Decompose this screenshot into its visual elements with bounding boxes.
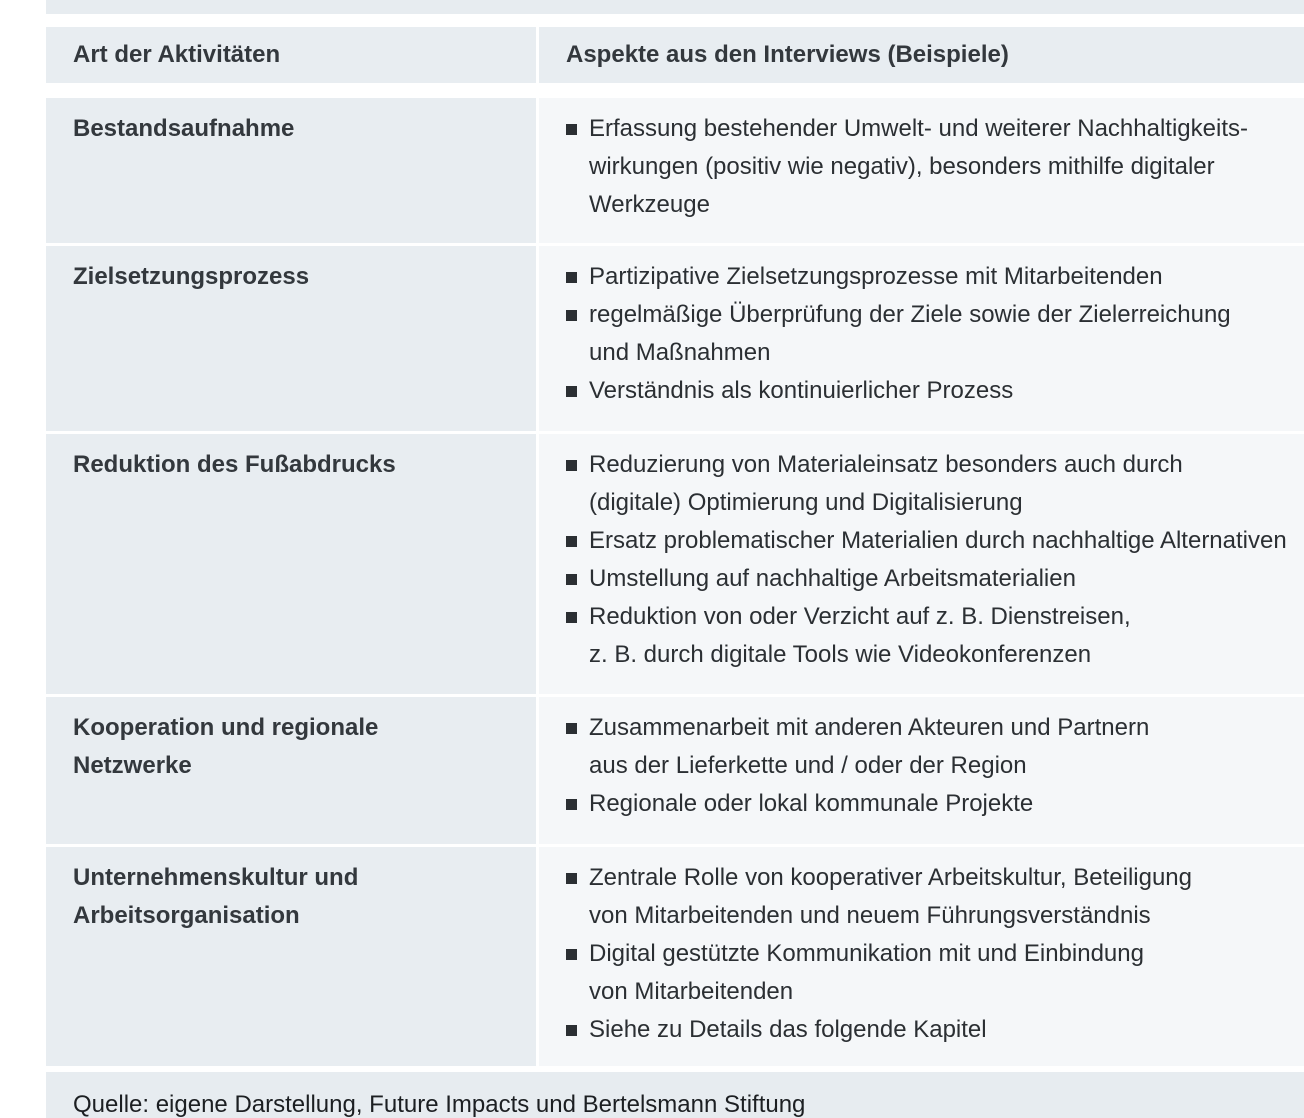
activity-type-cell: Reduktion des Fußabdrucks [46,434,536,694]
header-gap [46,83,1304,98]
table-row [46,434,1304,694]
bullet-text: Siehe zu Details das folgende Kapitel [589,1016,987,1043]
bullet-text: Partizipative Zielsetzungsprozesse mit Mitarbeitenden [589,263,1163,290]
bullet-item [566,446,1304,522]
bullet-text: Zusammenarbeit mit anderen Akteuren und Partnern aus der Lieferkette und / oder der Region [589,714,1150,779]
bullet-item [566,560,1304,598]
square-bullet-icon [566,386,577,397]
bullet-text: Zentrale Rolle von kooperativer Arbeitskultur, Beteiligung von Mitarbeitenden und neuem Führungsverständnis [589,864,1192,929]
interview-aspects-cell [539,434,1304,694]
table-row [46,98,1304,243]
bullet-text: Reduzierung von Materialeinsatz besonders auch durch (digitale) Optimierung und Digitalisierung [589,451,1183,516]
table-body [46,98,1304,1066]
bullet-text: Digital gestützte Kommunikation mit und Einbindung von Mitarbeitenden [589,940,1144,1005]
bullet-item [566,859,1304,935]
square-bullet-icon [566,310,577,321]
bullet-item [566,598,1304,674]
square-bullet-icon [566,949,577,960]
interview-aspects-cell [539,697,1304,844]
bullet-item [566,709,1304,785]
square-bullet-icon [566,272,577,283]
bullet-item [566,296,1304,372]
interview-aspects-cell [539,98,1304,243]
bullet-item [566,522,1304,560]
bullet-text: Reduktion von oder Verzicht auf z. B. Dienstreisen, z. B. durch digitale Tools wie Videokonferenzen [589,603,1131,668]
interview-aspects-cell [539,246,1304,431]
square-bullet-icon [566,1025,577,1036]
bullet-item [566,935,1304,1011]
top-band [46,0,1304,14]
bullet-item [566,372,1304,410]
header-activity-type: Art der Aktivitäten [46,27,536,83]
square-bullet-icon [566,536,577,547]
activities-table [46,27,1304,1069]
bullet-text: Ersatz problematischer Materialien durch nachhaltige Alternativen [589,527,1287,554]
activity-type-cell: Kooperation und regionale Netzwerke [46,697,536,844]
bullet-text: Umstellung auf nachhaltige Arbeitsmaterialien [589,565,1076,592]
activity-type-cell: Bestandsaufnahme [46,98,536,243]
table-row [46,697,1304,844]
bullet-text: regelmäßige Überprüfung der Ziele sowie der Zielerreichung und Maßnahmen [589,301,1231,366]
table-header [46,27,1304,83]
table-row [46,246,1304,431]
square-bullet-icon [566,799,577,810]
square-bullet-icon [566,873,577,884]
bullet-text: Verständnis als kontinuierlicher Prozess [589,377,1014,404]
activity-type-cell: Zielsetzungsprozess [46,246,536,431]
square-bullet-icon [566,124,577,135]
source-note: Quelle: eigene Darstellung, Future Impacts und Bertelsmann Stiftung [46,1072,1304,1118]
square-bullet-icon [566,612,577,623]
square-bullet-icon [566,574,577,585]
table-row [46,847,1304,1066]
bullet-item [566,258,1304,296]
header-interview-aspects: Aspekte aus den Interviews (Beispiele) [539,27,1304,83]
bullet-text: Regionale oder lokal kommunale Projekte [589,790,1034,817]
bullet-text: Erfassung bestehender Umwelt- und weiterer Nachhaltigkeits- wirkungen (positiv wie negativ), besonders mithilfe digitaler Werkzeuge [589,115,1248,218]
square-bullet-icon [566,723,577,734]
bullet-item [566,110,1304,224]
activity-type-cell: Unternehmenskultur und Arbeitsorganisation [46,847,536,1066]
square-bullet-icon [566,460,577,471]
bullet-item [566,1011,1304,1049]
bullet-item [566,785,1304,823]
interview-aspects-cell [539,847,1304,1066]
